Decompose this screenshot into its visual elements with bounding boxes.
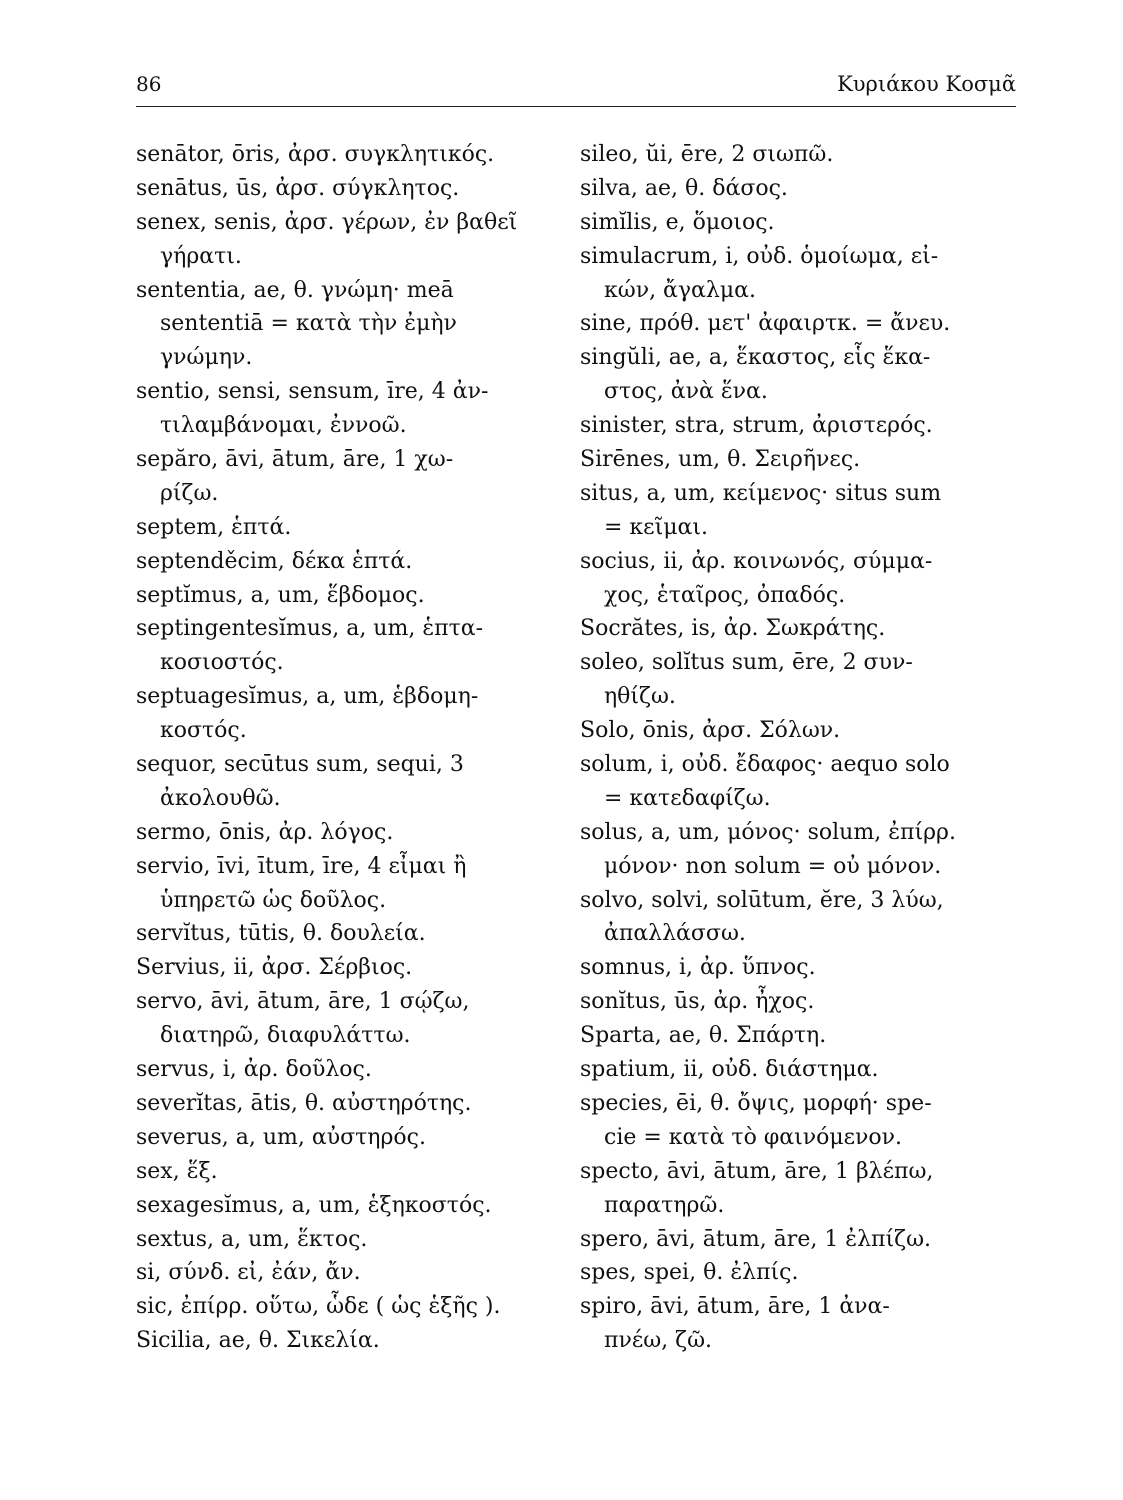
dictionary-line: διατηρῶ, διαφυλάττω. <box>160 1023 411 1049</box>
dictionary-line: στος, ἀνὰ ἕνα. <box>604 379 768 405</box>
dictionary-line: spero, āvi, ātum, āre, 1 ἐλπίζω. <box>580 1226 932 1252</box>
dictionary-line: sermo, ōnis, ἀρ. λόγος. <box>136 819 394 845</box>
dictionary-line: sonĭtus, ūs, ἀρ. ἦχος. <box>580 989 815 1015</box>
dictionary-line: sentio, sensi, sensum, īre, 4 ἀν- <box>136 379 489 405</box>
dictionary-line: severus, a, um, αὐστηρός. <box>136 1124 426 1150</box>
dictionary-line: septem, ἑπτά. <box>136 514 292 540</box>
dictionary-line: Servius, ii, ἀρσ. Σέρβιος. <box>136 955 413 981</box>
dictionary-line: παρατηρῶ. <box>604 1192 725 1218</box>
dictionary-line: κών, ἄγαλμα. <box>604 277 757 303</box>
dictionary-line: μόνον· non solum = οὐ μόνον. <box>604 853 942 879</box>
dictionary-line: sententia, ae, θ. γνώμη· meā <box>136 277 454 303</box>
dictionary-line: servus, i, ἀρ. δοῦλος. <box>136 1057 372 1083</box>
dictionary-line: ἀπαλλάσσω. <box>604 921 746 947</box>
dictionary-line: septenděcim, δέκα ἑπτά. <box>136 548 413 574</box>
dictionary-line: χος, ἑταῖρος, ὀπαδός. <box>604 582 846 608</box>
dictionary-line: sileo, ŭi, ēre, 2 σιωπῶ. <box>580 142 834 167</box>
dictionary-line: ρίζω. <box>160 480 219 506</box>
dictionary-line: sine, πρόθ. μετ' ἀφαιρτκ. = ἄνευ. <box>580 311 951 337</box>
dictionary-line: solvo, solvi, solūtum, ĕre, 3 λύω, <box>580 887 944 913</box>
dictionary-line: specto, āvi, ātum, āre, 1 βλέπω, <box>580 1158 934 1184</box>
dictionary-line: κοστός. <box>160 718 247 744</box>
dictionary-line: Sicilia, ae, θ. Σικελία. <box>136 1328 380 1354</box>
dictionary-line: sinister, stra, strum, ἀριστερός. <box>580 413 933 439</box>
dictionary-line: γήρατι. <box>160 243 242 269</box>
dictionary-line: πνέω, ζῶ. <box>604 1328 713 1354</box>
dictionary-line: spes, spei, θ. ἐλπίς. <box>580 1260 799 1286</box>
dictionary-line: γνώμην. <box>160 345 253 371</box>
dictionary-line: servĭtus, tūtis, θ. δουλεία. <box>136 921 426 947</box>
dictionary-line: sententiā = κατὰ τὴν ἐμὴν <box>160 311 457 337</box>
dictionary-line: ὑπηρετῶ ὡς δοῦλος. <box>160 887 387 913</box>
dictionary-line: senātor, ōris, ἀρσ. συγκλητικός. <box>136 142 495 167</box>
dictionary-line: Sparta, ae, θ. Σπάρτη. <box>580 1023 827 1049</box>
dictionary-line: sex, ἕξ. <box>136 1158 218 1184</box>
dictionary-line: si, σύνδ. εἰ, ἐάν, ἄν. <box>136 1260 361 1286</box>
dictionary-line: sic, ἐπίρρ. οὕτω, ὧδε ( ὡς ἑξῆς ). <box>136 1294 501 1320</box>
dictionary-line: = κεῖμαι. <box>604 514 708 540</box>
dictionary-line: silva, ae, θ. δάσος. <box>580 175 788 201</box>
dictionary-line: ἀκολουθῶ. <box>160 785 281 811</box>
dictionary-line: κοσιοστός. <box>160 650 284 676</box>
page-header <box>136 72 1016 107</box>
dictionary-line: species, ēi, θ. ὄψις, μορφή· spe- <box>580 1090 932 1116</box>
right-column <box>580 138 1020 1358</box>
left-column <box>136 138 548 1358</box>
running-head-author: Κυριάκου Κοσμᾶ <box>837 72 1016 96</box>
dictionary-line: servio, īvi, ītum, īre, 4 εἶμαι ἢ <box>136 853 467 879</box>
dictionary-line: sepăro, āvi, ātum, āre, 1 χω- <box>136 447 454 473</box>
dictionary-line: sextus, a, um, ἕκτος. <box>136 1226 368 1252</box>
dictionary-line: solus, a, um, μόνος· solum, ἐπίρρ. <box>580 819 956 845</box>
dictionary-line: severĭtas, ātis, θ. αὐστηρότης. <box>136 1090 472 1116</box>
dictionary-line: septuagesĭmus, a, um, ἑβδομη- <box>136 684 479 710</box>
dictionary-line: senātus, ūs, ἀρσ. σύγκλητος. <box>136 175 460 201</box>
page-number: 86 <box>136 72 162 96</box>
dictionary-line: Solo, ōnis, ἀρσ. Σόλων. <box>580 718 841 744</box>
dictionary-line: socius, ii, ἀρ. κοινωνός, σύμμα- <box>580 548 933 574</box>
dictionary-line: solum, i, οὐδ. ἔδαφος· aequo solo <box>580 752 950 778</box>
dictionary-line: singŭli, ae, a, ἕκαστος, εἷς ἕκα- <box>580 345 931 371</box>
dictionary-line: situs, a, um, κείμενος· situs sum <box>580 480 942 506</box>
dictionary-line: spiro, āvi, ātum, āre, 1 ἀνα- <box>580 1294 890 1320</box>
dictionary-line: cie = κατὰ τὸ φαινόμενον. <box>604 1124 903 1150</box>
dictionary-line: simulacrum, i, οὐδ. ὁμοίωμα, εἰ- <box>580 243 939 269</box>
dictionary-line: simĭlis, e, ὅμοιος. <box>580 209 775 235</box>
dictionary-line: ηθίζω. <box>604 684 676 710</box>
dictionary-line: τιλαμβάνομαι, ἐννοῶ. <box>160 413 407 439</box>
dictionary-line: Sirēnes, um, θ. Σειρῆνες. <box>580 447 861 473</box>
dictionary-line: somnus, i, ἀρ. ὕπνος. <box>580 955 816 981</box>
dictionary-line: senex, senis, ἀρσ. γέρων, ἐν βαθεῖ <box>136 209 518 235</box>
dictionary-line: sexagesĭmus, a, um, ἑξηκοστός. <box>136 1192 492 1218</box>
dictionary-line: septĭmus, a, um, ἕβδομος. <box>136 582 425 608</box>
dictionary-line: Socrătes, is, ἀρ. Σωκράτης. <box>580 616 886 642</box>
dictionary-line: soleo, solĭtus sum, ēre, 2 συν- <box>580 650 913 676</box>
dictionary-line: sequor, secūtus sum, sequi, 3 <box>136 752 464 778</box>
dictionary-line: servo, āvi, ātum, āre, 1 σῴζω, <box>136 989 470 1015</box>
dictionary-line: spatium, ii, οὐδ. διάστημα. <box>580 1057 879 1083</box>
dictionary-line: septingentesĭmus, a, um, ἑπτα- <box>136 616 484 642</box>
dictionary-line: = κατεδαφίζω. <box>604 785 771 811</box>
